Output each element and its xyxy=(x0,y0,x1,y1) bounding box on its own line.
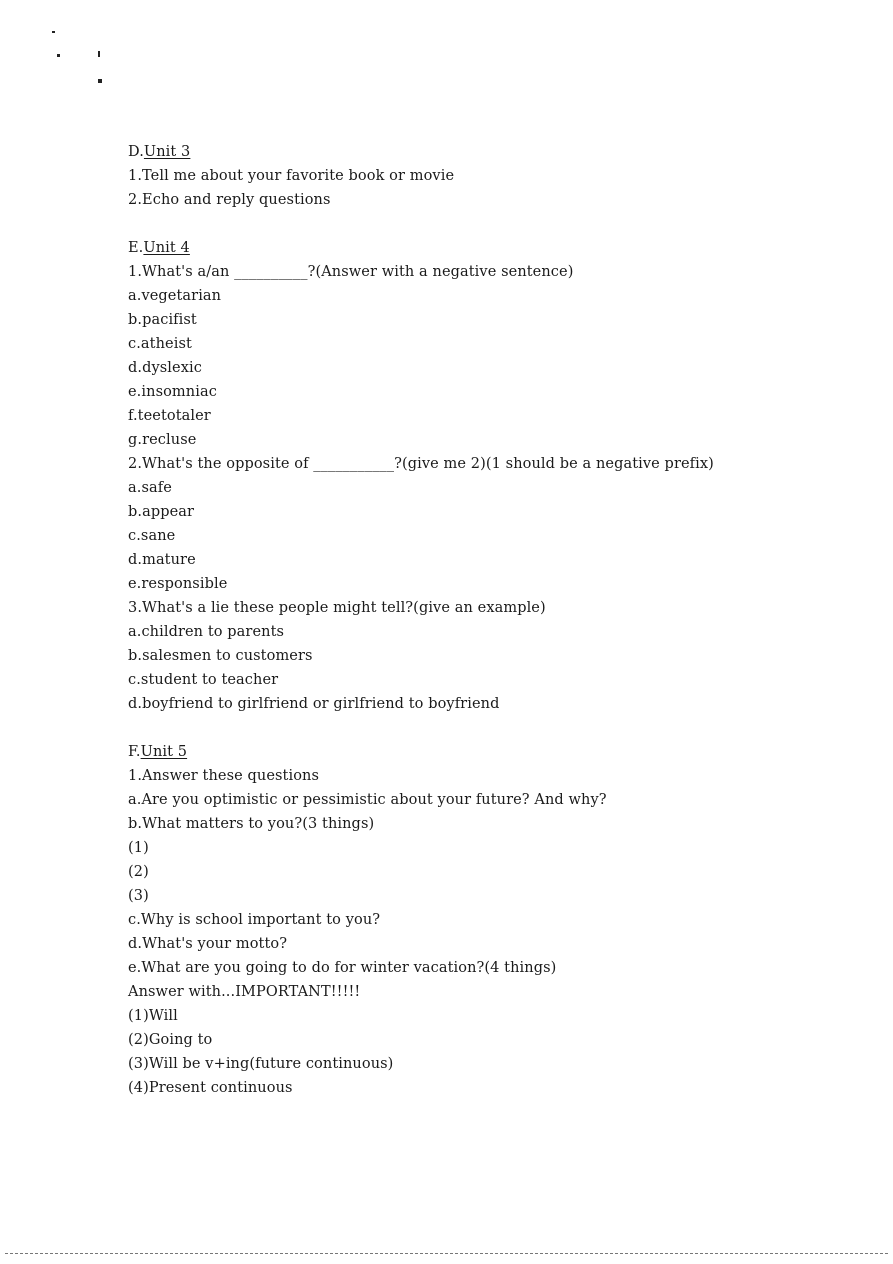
document-line: (1) xyxy=(128,840,149,856)
section-prefix: F. xyxy=(128,744,141,760)
section-heading xyxy=(128,140,714,164)
document-line: 1.What's a/an __________?(Answer with a negative sentence) xyxy=(128,264,574,280)
document-line: c.Why is school important to you? xyxy=(128,912,381,928)
section-title: Unit 5 xyxy=(140,744,188,760)
scan-speck xyxy=(98,51,100,57)
document-line: c.student to teacher xyxy=(128,672,279,688)
section-gap xyxy=(128,716,714,740)
document-line: d.mature xyxy=(128,552,196,568)
document-line: (2)Going to xyxy=(128,1032,213,1048)
section-prefix: D. xyxy=(128,144,144,160)
document-line: 3.What's a lie these people might tell?(give an example) xyxy=(128,600,546,616)
document-line: (3) xyxy=(128,888,149,904)
section-title: Unit 3 xyxy=(143,144,191,160)
document-line: e.What are you going to do for winter vacation?(4 things) xyxy=(128,960,557,976)
page-bottom-rule xyxy=(5,1253,888,1254)
section-heading xyxy=(128,236,714,260)
document-line: 2.Echo and reply questions xyxy=(128,192,331,208)
document-line: f.teetotaler xyxy=(128,408,211,424)
document-line: b.appear xyxy=(128,504,195,520)
section-heading xyxy=(128,740,714,764)
document-line: b.What matters to you?(3 things) xyxy=(128,816,375,832)
document-line: a.safe xyxy=(128,480,172,496)
section-prefix: E. xyxy=(128,240,144,256)
document-line: c.sane xyxy=(128,528,176,544)
document-line: a.vegetarian xyxy=(128,288,222,304)
document-line: e.insomniac xyxy=(128,384,217,400)
document-line: d.boyfriend to girlfriend or girlfriend to boyfriend xyxy=(128,696,500,712)
document-line: c.atheist xyxy=(128,336,192,352)
document-line: a.children to parents xyxy=(128,624,285,640)
document-line: 1.Answer these questions xyxy=(128,768,320,784)
document-line: a.Are you optimistic or pessimistic about your future? And why? xyxy=(128,792,607,808)
scan-speck xyxy=(57,54,60,57)
document-line: (3)Will be v+ing(future continuous) xyxy=(128,1056,394,1072)
section-gap xyxy=(128,212,714,236)
document-line: Answer with...IMPORTANT!!!!! xyxy=(128,984,361,1000)
document-line: (2) xyxy=(128,864,149,880)
scan-speck xyxy=(98,79,102,83)
section-title: Unit 4 xyxy=(143,240,190,256)
document-line: b.pacifist xyxy=(128,312,197,328)
document-body xyxy=(128,140,714,1100)
document-line: 1.Tell me about your favorite book or movie xyxy=(128,168,455,184)
document-line: d.dyslexic xyxy=(128,360,202,376)
document-line: 2.What's the opposite of ___________?(give me 2)(1 should be a negative prefix) xyxy=(128,456,714,472)
document-line: b.salesmen to customers xyxy=(128,648,313,664)
document-line: d.What's your motto? xyxy=(128,936,288,952)
scan-speck xyxy=(52,31,55,33)
document-line: g.recluse xyxy=(128,432,197,448)
document-line: (4)Present continuous xyxy=(128,1080,293,1096)
document-line: (1)Will xyxy=(128,1008,178,1024)
document-line: e.responsible xyxy=(128,576,228,592)
